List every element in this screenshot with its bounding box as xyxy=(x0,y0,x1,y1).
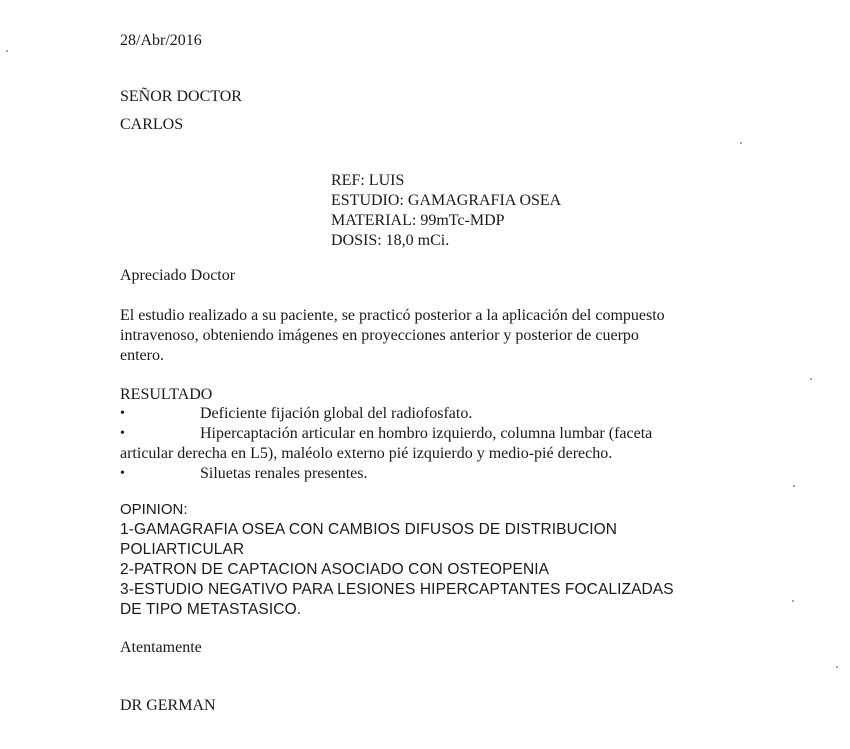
opinion-title: OPINION: xyxy=(120,501,188,518)
greeting-name: CARLOS xyxy=(120,116,184,133)
body-paragraph xyxy=(120,306,720,366)
result-text: Siluetas renales presentes. xyxy=(200,465,368,482)
body-line: intravenoso, obteniendo imágenes en proyecciones anterior y posterior de cuerpo xyxy=(120,327,639,344)
opinion-line: 2-PATRON DE CAPTACION ASOCIADO CON OSTEOPENIA xyxy=(120,561,550,578)
body-line: entero. xyxy=(120,347,164,364)
body-line: El estudio realizado a su paciente, se practicó posterior a la aplicación del compuesto xyxy=(120,307,665,324)
scan-speck xyxy=(740,142,742,144)
closing: Atentamente xyxy=(120,639,202,656)
scan-speck xyxy=(810,378,812,380)
bullet-icon: • xyxy=(120,426,125,441)
greeting-title: SEÑOR DOCTOR xyxy=(120,88,242,105)
opinion-line: POLIARTICULAR xyxy=(120,541,245,558)
result-item xyxy=(120,404,740,424)
reference-block xyxy=(331,171,561,251)
scan-speck xyxy=(6,50,8,52)
signature: DR GERMAN xyxy=(120,697,216,714)
salutation: Apreciado Doctor xyxy=(120,267,236,284)
reference-study: ESTUDIO: GAMAGRAFIA OSEA xyxy=(331,192,562,209)
results-list xyxy=(120,404,740,484)
bullet-icon: • xyxy=(120,406,125,421)
opinion-list xyxy=(120,520,674,620)
reference-dose: DOSIS: 18,0 mCi. xyxy=(331,232,450,249)
opinion-line: 1-GAMAGRAFIA OSEA CON CAMBIOS DIFUSOS DE DISTRIBUCION xyxy=(120,521,618,538)
result-text: Hipercaptación articular en hombro izquierdo, columna lumbar (faceta xyxy=(200,425,653,442)
opinion-line: DE TIPO METASTASICO. xyxy=(120,601,302,618)
reference-material: MATERIAL: 99mTc-MDP xyxy=(331,212,505,229)
scan-speck xyxy=(792,600,794,602)
reference-patient: REF: LUIS xyxy=(331,172,405,189)
result-text: Deficiente fijación global del radiofosfato. xyxy=(200,405,473,422)
letter-date: 28/Abr/2016 xyxy=(120,32,202,49)
result-item xyxy=(120,424,740,464)
opinion-line: 3-ESTUDIO NEGATIVO PARA LESIONES HIPERCAPTANTES FOCALIZADAS xyxy=(120,581,674,598)
results-title: RESULTADO xyxy=(120,386,213,403)
result-item xyxy=(120,464,740,484)
scan-speck xyxy=(836,666,838,668)
scan-speck xyxy=(793,485,795,487)
result-text-continuation: articular derecha en L5), maléolo externo pié izquierdo y medio-pié derecho. xyxy=(120,445,613,462)
bullet-icon: • xyxy=(120,466,125,481)
